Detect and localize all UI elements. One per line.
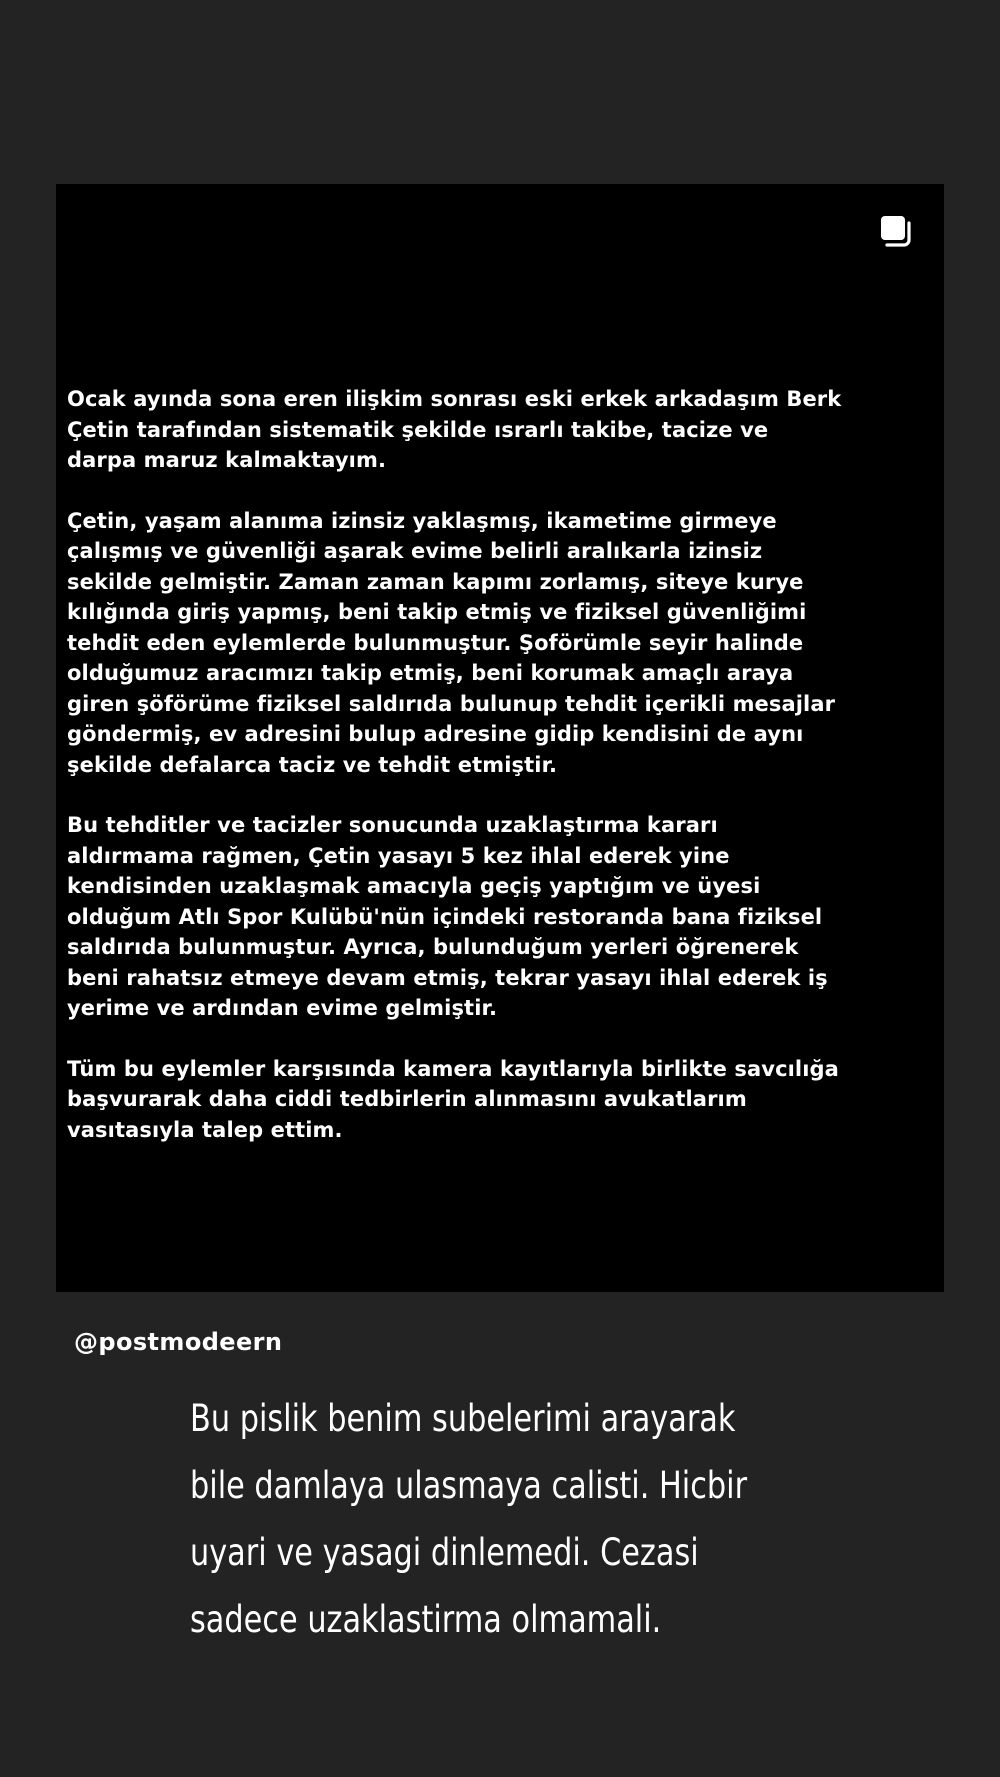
multiple-images-icon: [879, 214, 913, 248]
post-paragraph: [67, 810, 927, 1024]
post-line: Ocak ayında sona eren ilişkim sonrası eski erkek arkadaşım Berk: [67, 387, 842, 411]
post-card: [56, 184, 944, 1292]
comment-line: sadece uzaklastirma olmamali.: [190, 1598, 662, 1641]
post-line: Bu tehditler ve tacizler sonucunda uzaklaştırma kararı: [67, 813, 718, 837]
post-line: beni rahatsız etmeye devam etmiş, tekrar yasayı ihlal ederek iş: [67, 965, 828, 990]
post-line: başvurarak daha ciddi tedbirlerin alınmasını avukatlarım: [67, 1087, 747, 1111]
post-line: tehdit eden eylemlerde bulunmuştur. Şoförümle seyir halinde: [67, 630, 804, 655]
post-line: Çetin, yaşam alanıma izinsiz yaklaşmış, ikametime girmeye: [67, 508, 777, 533]
post-line: olduğumuz aracımızı takip etmiş, beni korumak amaçlı araya: [67, 661, 794, 685]
post-line: şekilde defalarca taciz ve tehdit etmiştir.: [67, 752, 558, 777]
post-paragraph: [67, 1054, 927, 1146]
comment-line: uyari ve yasagi dinlemedi. Cezasi: [190, 1531, 699, 1574]
post-text: [67, 384, 927, 1175]
post-paragraph: [67, 506, 927, 781]
post-paragraph: [67, 384, 927, 476]
comment-line: bile damlaya ulasmaya calisti. Hicbir: [190, 1464, 748, 1507]
post-line: Tüm bu eylemler karşısında kamera kayıtlarıyla birlikte savcılığa: [67, 1056, 839, 1081]
post-line: yerime ve ardından evime gelmiştir.: [67, 996, 498, 1020]
post-line: Çetin tarafından sistematik şekilde ısrarlı takibe, tacize ve: [67, 417, 769, 442]
post-line: çalışmış ve güvenliği aşarak evime belirli aralıkarla izinsiz: [67, 539, 763, 563]
post-line: göndermiş, ev adresini bulup adresine gidip kendisini de aynı: [67, 722, 804, 746]
comment-line: Bu pislik benim subelerimi arayarak: [190, 1397, 736, 1440]
post-line: sekilde gelmiştir. Zaman zaman kapımı zorlamış, siteye kurye: [67, 569, 804, 594]
post-line: kılığında giriş yapmış, beni takip etmiş ve fiziksel güvenliğimi: [67, 600, 807, 624]
post-line: kendisinden uzaklaşmak amacıyla geçiş yaptığım ve üyesi: [67, 874, 761, 898]
post-line: darpa maruz kalmaktayım.: [67, 448, 387, 472]
username[interactable]: @postmodeern: [74, 1328, 283, 1356]
post-line: olduğum Atlı Spor Kulübü'nün içindeki restoranda bana fiziksel: [67, 904, 823, 929]
post-line: giren şöförüme fiziksel saldırıda bulunup tehdit içerikli mesajlar: [67, 691, 836, 716]
post-line: saldırıda bulunmuştur. Ayrıca, bulunduğum yerleri öğrenerek: [67, 935, 799, 959]
post-line: vasıtasıyla talep ettim.: [67, 1117, 343, 1142]
post-line: aldırmama rağmen, Çetin yasayı 5 kez ihlal ederek yine: [67, 843, 730, 868]
comment-text: [190, 1385, 830, 1653]
